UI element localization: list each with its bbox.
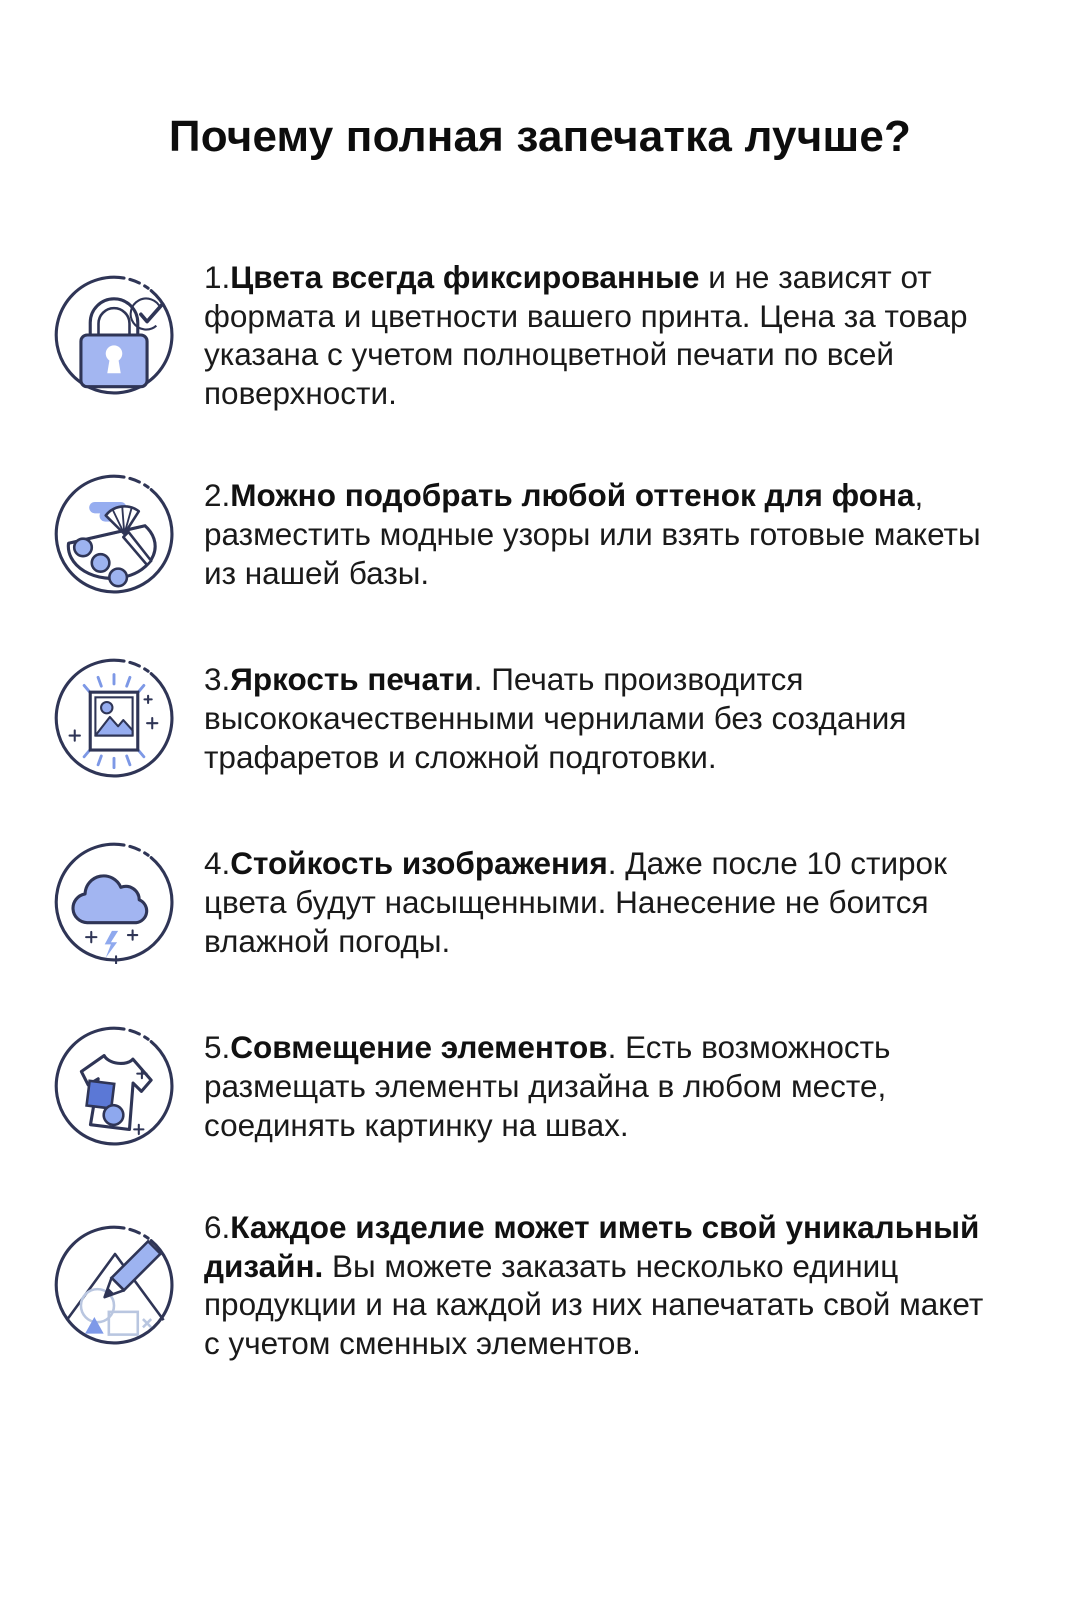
benefit-item-3 [0, 656, 1080, 780]
benefit-rest: Вы можете заказать несколько единиц продукции и на каждой из них напечатать свой макет с учетом сменных элементов. [204, 1247, 984, 1362]
benefit-bold: Стойкость изображения [230, 845, 608, 882]
benefit-list [0, 258, 1080, 1363]
benefit-rest: . Есть возможность размещать элементы дизайна в любом месте, соединять картинку на швах. [204, 1029, 891, 1143]
print-brightness-icon [52, 656, 176, 780]
benefit-rest: . Печать производится высококачественными чернилами без создания трафаретов и сложной подготовки. [204, 661, 907, 775]
benefit-number: 4. [204, 845, 231, 882]
benefit-item-4 [0, 840, 1080, 964]
benefit-number: 5. [204, 1029, 231, 1066]
palette-icon [52, 472, 176, 596]
benefit-number: 3. [204, 661, 231, 698]
benefit-text [204, 258, 984, 412]
benefit-text [204, 1028, 984, 1144]
benefit-rest: и не зависят от формата и цветности вашего принта. Цена за товар указана с учетом полноцветной печати по всей поверхности. [204, 259, 968, 411]
benefit-rest: . Даже после 10 стирок цвета будут насыщенными. Нанесение не боится влажной погоды. [204, 845, 947, 959]
benefit-rest: , разместить модные узоры или взять готовые макеты из нашей базы. [204, 477, 981, 591]
benefit-bold: Яркость печати [230, 661, 474, 698]
benefit-bold: Цвета всегда фиксированные [230, 259, 700, 295]
tshirt-print-icon [52, 1024, 176, 1148]
benefit-number: 2. [204, 477, 231, 514]
custom-design-pencil-icon [52, 1223, 176, 1347]
benefit-bold: Можно подобрать любой оттенок для фона [230, 477, 915, 514]
benefit-text [204, 476, 984, 592]
page-title: Почему полная запечатка лучше? [168, 112, 912, 161]
benefit-text [204, 1208, 984, 1362]
benefit-text [204, 660, 984, 776]
benefit-item-1 [0, 258, 1080, 412]
benefit-text [204, 844, 984, 960]
benefit-bold: Совмещение элементов [230, 1029, 608, 1066]
benefit-item-6 [0, 1208, 1080, 1362]
benefit-item-5 [0, 1024, 1080, 1148]
benefit-number: 6. [204, 1209, 231, 1246]
weather-resistance-icon [52, 840, 176, 964]
benefit-bold: Каждое изделие может иметь свой уникальный дизайн. [204, 1209, 980, 1284]
benefit-number: 1. [204, 259, 231, 295]
benefit-item-2 [0, 472, 1080, 596]
lock-icon [52, 273, 176, 397]
